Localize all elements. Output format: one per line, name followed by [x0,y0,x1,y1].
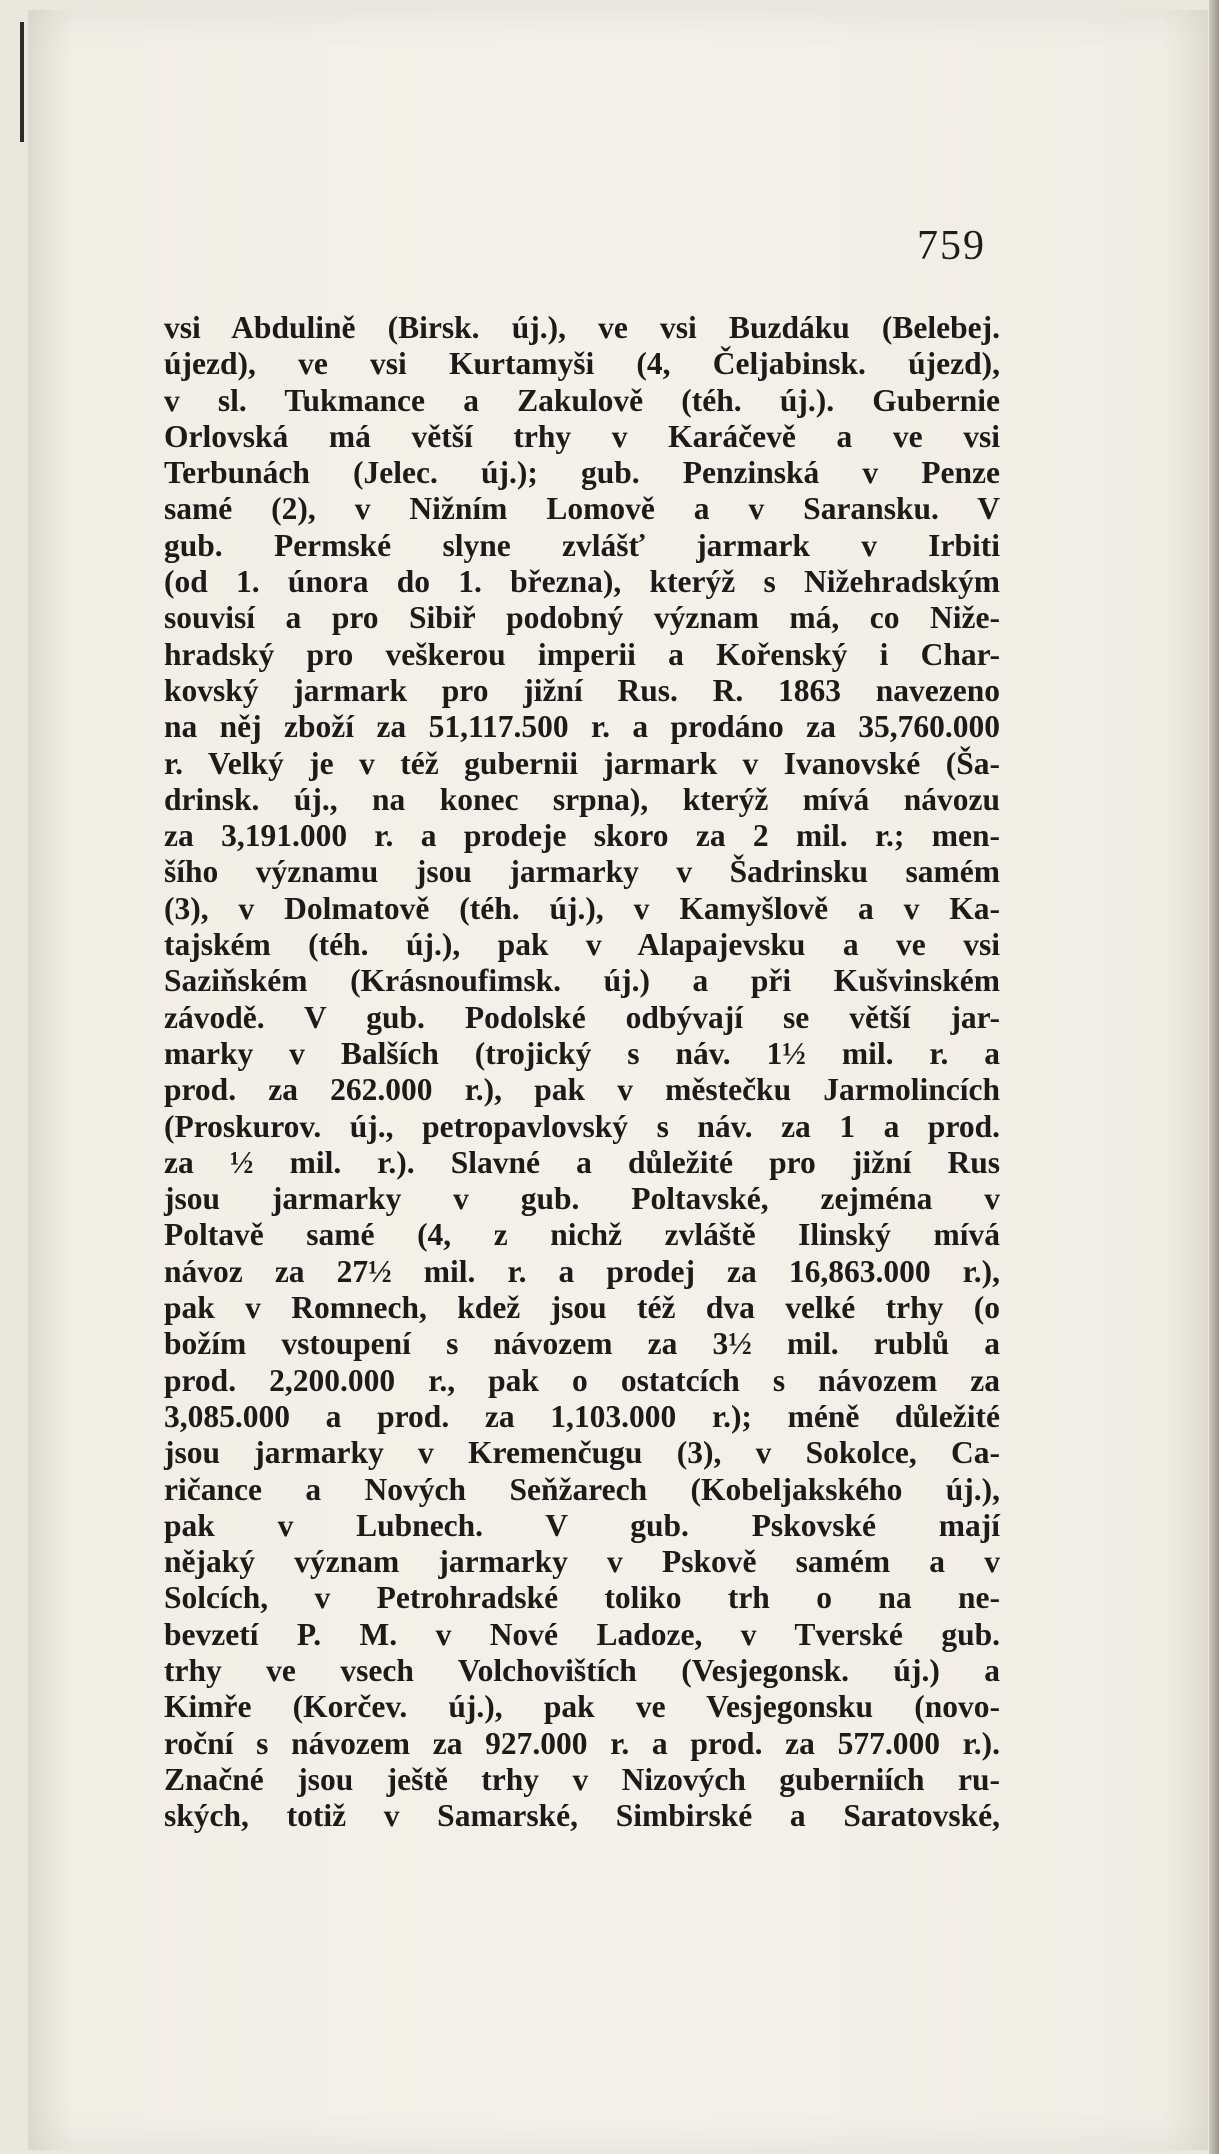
text-line: drinsk. új., na konec srpna), kterýž mívá návozu [164,781,1000,817]
text-line: hradský pro veškerou imperii a Kořenský i Char- [164,636,1000,672]
text-line: gub. Permské slyne zvlášť jarmark v Irbiti [164,527,1000,563]
text-line: pak v Lubnech. V gub. Pskovské mají [164,1507,1000,1543]
text-line: ských, totiž v Samarské, Simbirské a Saratovské, [164,1798,1000,1834]
text-line: 3,085.000 a prod. za 1,103.000 r.); méně důležité [164,1398,1000,1434]
text-line: prod. za 262.000 r.), pak v městečku Jarmolincích [164,1072,1000,1108]
text-line: bevzetí P. M. v Nové Ladoze, v Tverské gub. [164,1616,1000,1652]
text-line: ričance a Nových Seňžarech (Kobeljakského új.), [164,1471,1000,1507]
text-line: pak v Romnech, kdež jsou též dva velké trhy (o [164,1290,1000,1326]
text-line: Saziňském (Krásnoufimsk. új.) a při Kušvinském [164,963,1000,999]
text-line: marky v Balších (trojický s náv. 1½ mil. r. a [164,1035,1000,1071]
text-line: šího významu jsou jarmarky v Šadrinsku samém [164,854,1000,890]
text-line: návoz za 27½ mil. r. a prodej za 16,863.000 r.), [164,1253,1000,1289]
text-line: souvisí a pro Sibiř podobný význam má, co Niže- [164,600,1000,636]
text-line: tajském (téh. új.), pak v Alapajevsku a ve vsi [164,927,1000,963]
text-line: jsou jarmarky v gub. Poltavské, zejména v [164,1181,1000,1217]
text-line: Poltavě samé (4, z nichž zvláště Ilinský mívá [164,1217,1000,1253]
text-line: Solcích, v Petrohradské toliko trh o na ne- [164,1580,1000,1616]
binding-edge-mark [20,22,24,142]
body-text [164,310,1000,1834]
text-line: božím vstoupení s návozem za 3½ mil. rublů a [164,1326,1000,1362]
text-line: újezd), ve vsi Kurtamyši (4, Čeljabinsk. újezd), [164,346,1000,382]
text-line: za 3,191.000 r. a prodeje skoro za 2 mil. r.; men- [164,818,1000,854]
page-right-edge [1209,0,1219,2154]
text-line: v sl. Tukmance a Zakulově (téh. új.). Gubernie [164,382,1000,418]
text-line: samé (2), v Nižním Lomově a v Saransku. V [164,491,1000,527]
text-line: nějaký význam jarmarky v Pskově samém a v [164,1544,1000,1580]
text-line: Značné jsou ještě trhy v Nizových guberniích ru- [164,1761,1000,1797]
text-line: vsi Abdulině (Birsk. új.), ve vsi Buzdáku (Belebej. [164,310,1000,345]
text-line: závodě. V gub. Podolské odbývají se větší jar- [164,999,1000,1035]
text-line: (3), v Dolmatově (téh. új.), v Kamyšlově a v Ka- [164,890,1000,926]
text-line: (Proskurov. új., petropavlovský s náv. za 1 a prod. [164,1108,1000,1144]
text-line: r. Velký je v též gubernii jarmark v Ivanovské (Ša- [164,745,1000,781]
page-number: 759 [917,223,986,269]
text-line: trhy ve vsech Volchovištích (Vesjegonsk. új.) a [164,1652,1000,1688]
text-line: (od 1. února do 1. března), kterýž s Nižehradským [164,564,1000,600]
text-line: jsou jarmarky v Kremenčugu (3), v Sokolce, Ca- [164,1435,1000,1471]
text-line: na něj zboží za 51,117.500 r. a prodáno za 35,760.000 [164,709,1000,745]
text-line: kovský jarmark pro jižní Rus. R. 1863 navezeno [164,672,1000,708]
text-line: za ½ mil. r.). Slavné a důležité pro jižní Rus [164,1144,1000,1180]
text-line: prod. 2,200.000 r., pak o ostatcích s návozem za [164,1362,1000,1398]
text-line: Kimře (Korčev. új.), pak ve Vesjegonsku (novo- [164,1689,1000,1725]
text-line: Orlovská má větší trhy v Karáčevě a ve vsi [164,418,1000,454]
text-line: Terbunách (Jelec. új.); gub. Penzinská v Penze [164,455,1000,491]
text-line: roční s návozem za 927.000 r. a prod. za 577.000 r.). [164,1725,1000,1761]
